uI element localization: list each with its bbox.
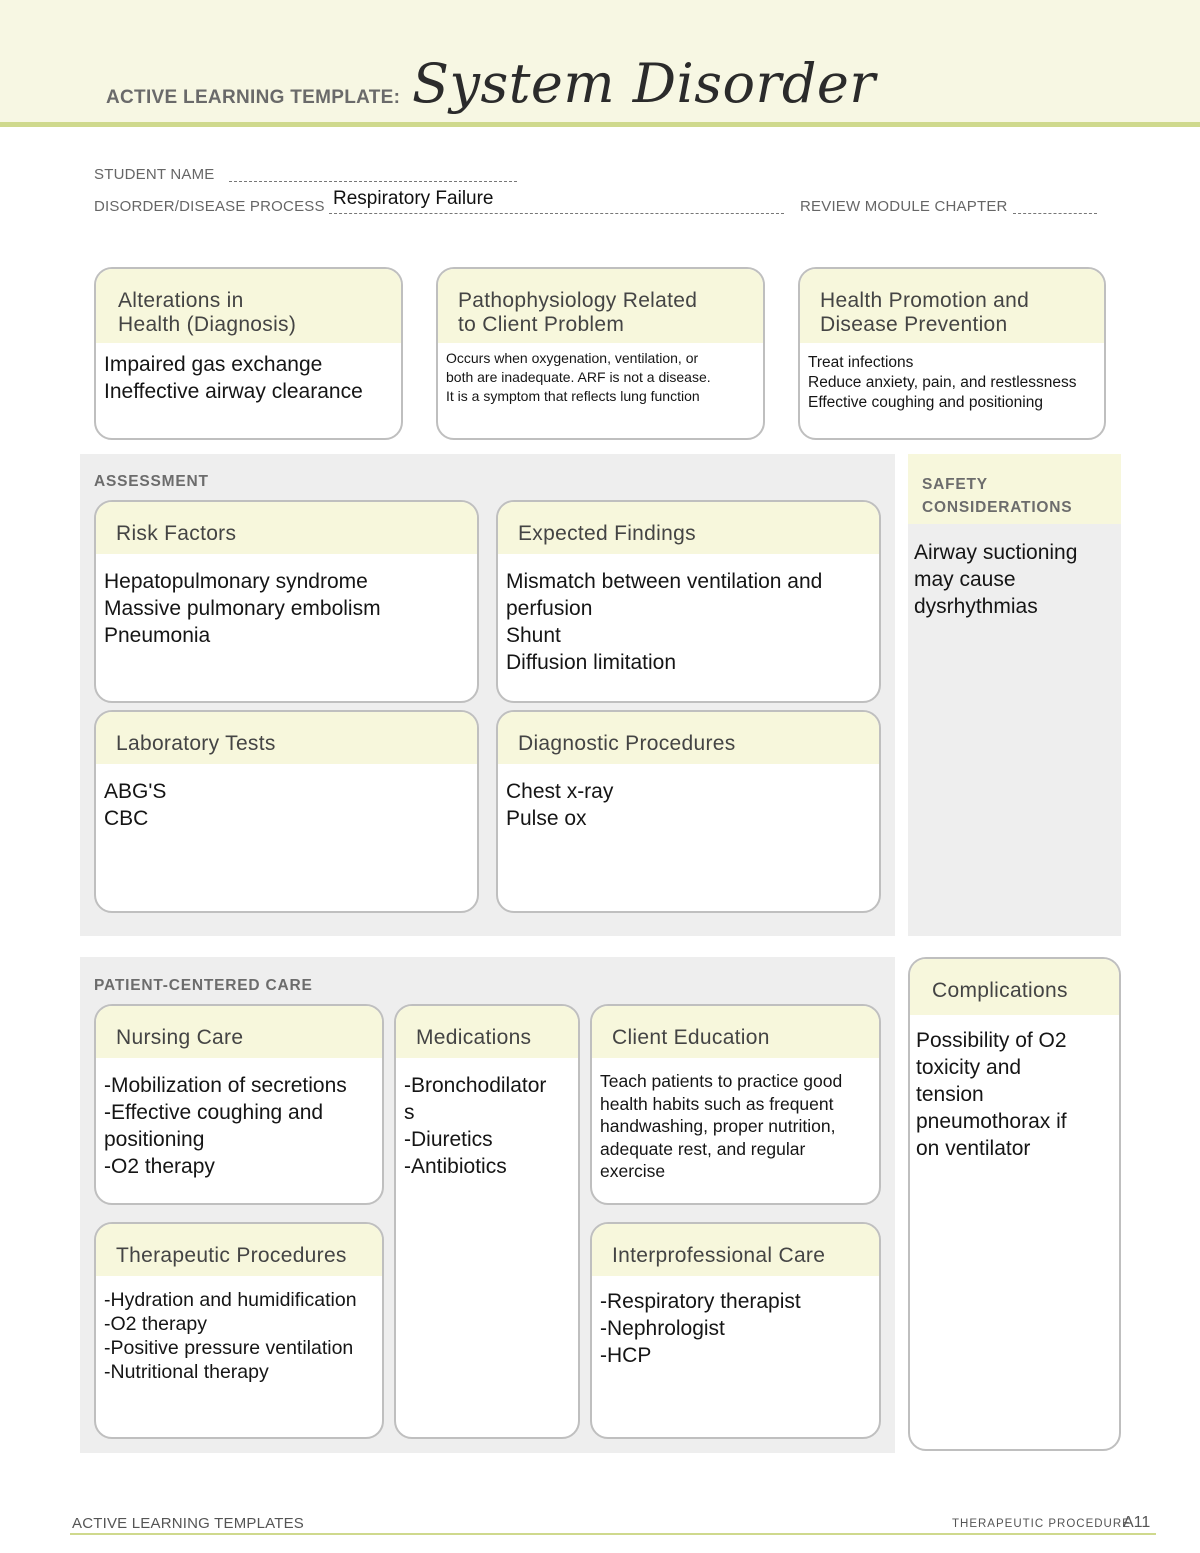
complications-title: Complications: [910, 959, 1119, 1015]
therapeutic-procedures-card: [94, 1222, 384, 1439]
footer-left: ACTIVE LEARNING TEMPLATES: [72, 1515, 304, 1532]
pathophysiology-title: Pathophysiology Related to Client Problem: [438, 269, 763, 343]
medications-card: [394, 1004, 580, 1439]
interprofessional-care-body[interactable]: -Respiratory therapist -Nephrologist -HCP: [600, 1290, 801, 1367]
laboratory-tests-card: [94, 710, 479, 913]
review-module-field[interactable]: [1013, 213, 1097, 214]
disorder-field[interactable]: [329, 213, 784, 214]
risk-factors-body[interactable]: Hepatopulmonary syndrome Massive pulmonary embolism Pneumonia: [104, 570, 381, 647]
therapeutic-procedures-title: Therapeutic Procedures: [96, 1224, 382, 1276]
template-prefix: ACTIVE LEARNING TEMPLATE:: [106, 87, 401, 108]
laboratory-tests-body[interactable]: ABG'S CBC: [104, 780, 167, 830]
alterations-title: Alterations in Health (Diagnosis): [96, 269, 401, 343]
nursing-care-card: [94, 1004, 384, 1205]
complications-body[interactable]: Possibility of O2 toxicity and tension pneumothorax if on ventilator: [916, 1029, 1067, 1160]
risk-factors-card: [94, 500, 479, 703]
diagnostic-procedures-card: [496, 710, 881, 913]
student-name-label: STUDENT NAME: [94, 166, 215, 183]
footer-right: THERAPEUTIC PROCEDURE: [952, 1518, 1131, 1530]
medications-title: Medications: [396, 1006, 578, 1058]
alterations-card: [94, 267, 403, 440]
therapeutic-procedures-body[interactable]: -Hydration and humidification -O2 therapy -Positive pressure ventilation -Nutritional therapy: [104, 1289, 357, 1383]
footer-rule: [70, 1533, 1156, 1535]
interprofessional-care-title: Interprofessional Care: [592, 1224, 879, 1276]
safety-panel: [908, 454, 1121, 936]
disorder-label: DISORDER/DISEASE PROCESS: [94, 198, 325, 215]
medications-body[interactable]: -Bronchodilator s -Diuretics -Antibiotics: [404, 1074, 547, 1178]
client-education-card: [590, 1004, 881, 1205]
safety-title: SAFETY CONSIDERATIONS: [922, 476, 1073, 516]
nursing-care-title: Nursing Care: [96, 1006, 382, 1058]
health-promotion-title: Health Promotion and Disease Prevention: [800, 269, 1104, 343]
assessment-title: ASSESSMENT: [94, 473, 209, 490]
footer-page-number: A11: [1123, 1514, 1151, 1531]
disorder-value[interactable]: Respiratory Failure: [333, 188, 494, 209]
expected-findings-body[interactable]: Mismatch between ventilation and perfusion Shunt Diffusion limitation: [506, 570, 823, 674]
patient-care-title: PATIENT-CENTERED CARE: [94, 977, 313, 994]
expected-findings-card: [496, 500, 881, 703]
template-title: System Disorder: [412, 52, 876, 115]
header-rule: [0, 122, 1200, 127]
nursing-care-body[interactable]: -Mobilization of secretions -Effective coughing and positioning -O2 therapy: [104, 1074, 347, 1178]
risk-factors-title: Risk Factors: [96, 502, 477, 554]
pathophysiology-card: [436, 267, 765, 440]
pathophysiology-body[interactable]: Occurs when oxygenation, ventilation, or both are inadequate. ARF is not a disease. It is a symptom that reflects lung function: [446, 350, 711, 404]
diagnostic-procedures-body[interactable]: Chest x-ray Pulse ox: [506, 780, 614, 830]
diagnostic-procedures-title: Diagnostic Procedures: [498, 712, 879, 764]
expected-findings-title: Expected Findings: [498, 502, 879, 554]
client-education-body[interactable]: Teach patients to practice good health habits such as frequent handwashing, proper nutrition, adequate rest, and regular exercise: [600, 1071, 843, 1181]
laboratory-tests-title: Laboratory Tests: [96, 712, 477, 764]
review-module-label: REVIEW MODULE CHAPTER: [800, 198, 1008, 215]
health-promotion-body[interactable]: Treat infections Reduce anxiety, pain, and restlessness Effective coughing and positioning: [808, 354, 1077, 411]
interprofessional-care-card: [590, 1222, 881, 1439]
safety-body[interactable]: Airway suctioning may cause dysrhythmias: [914, 541, 1078, 618]
student-name-field[interactable]: [229, 181, 517, 182]
alterations-body[interactable]: Impaired gas exchange Ineffective airway clearance: [104, 353, 363, 403]
health-promotion-card: [798, 267, 1106, 440]
complications-card: [908, 957, 1121, 1451]
client-education-title: Client Education: [592, 1006, 879, 1058]
